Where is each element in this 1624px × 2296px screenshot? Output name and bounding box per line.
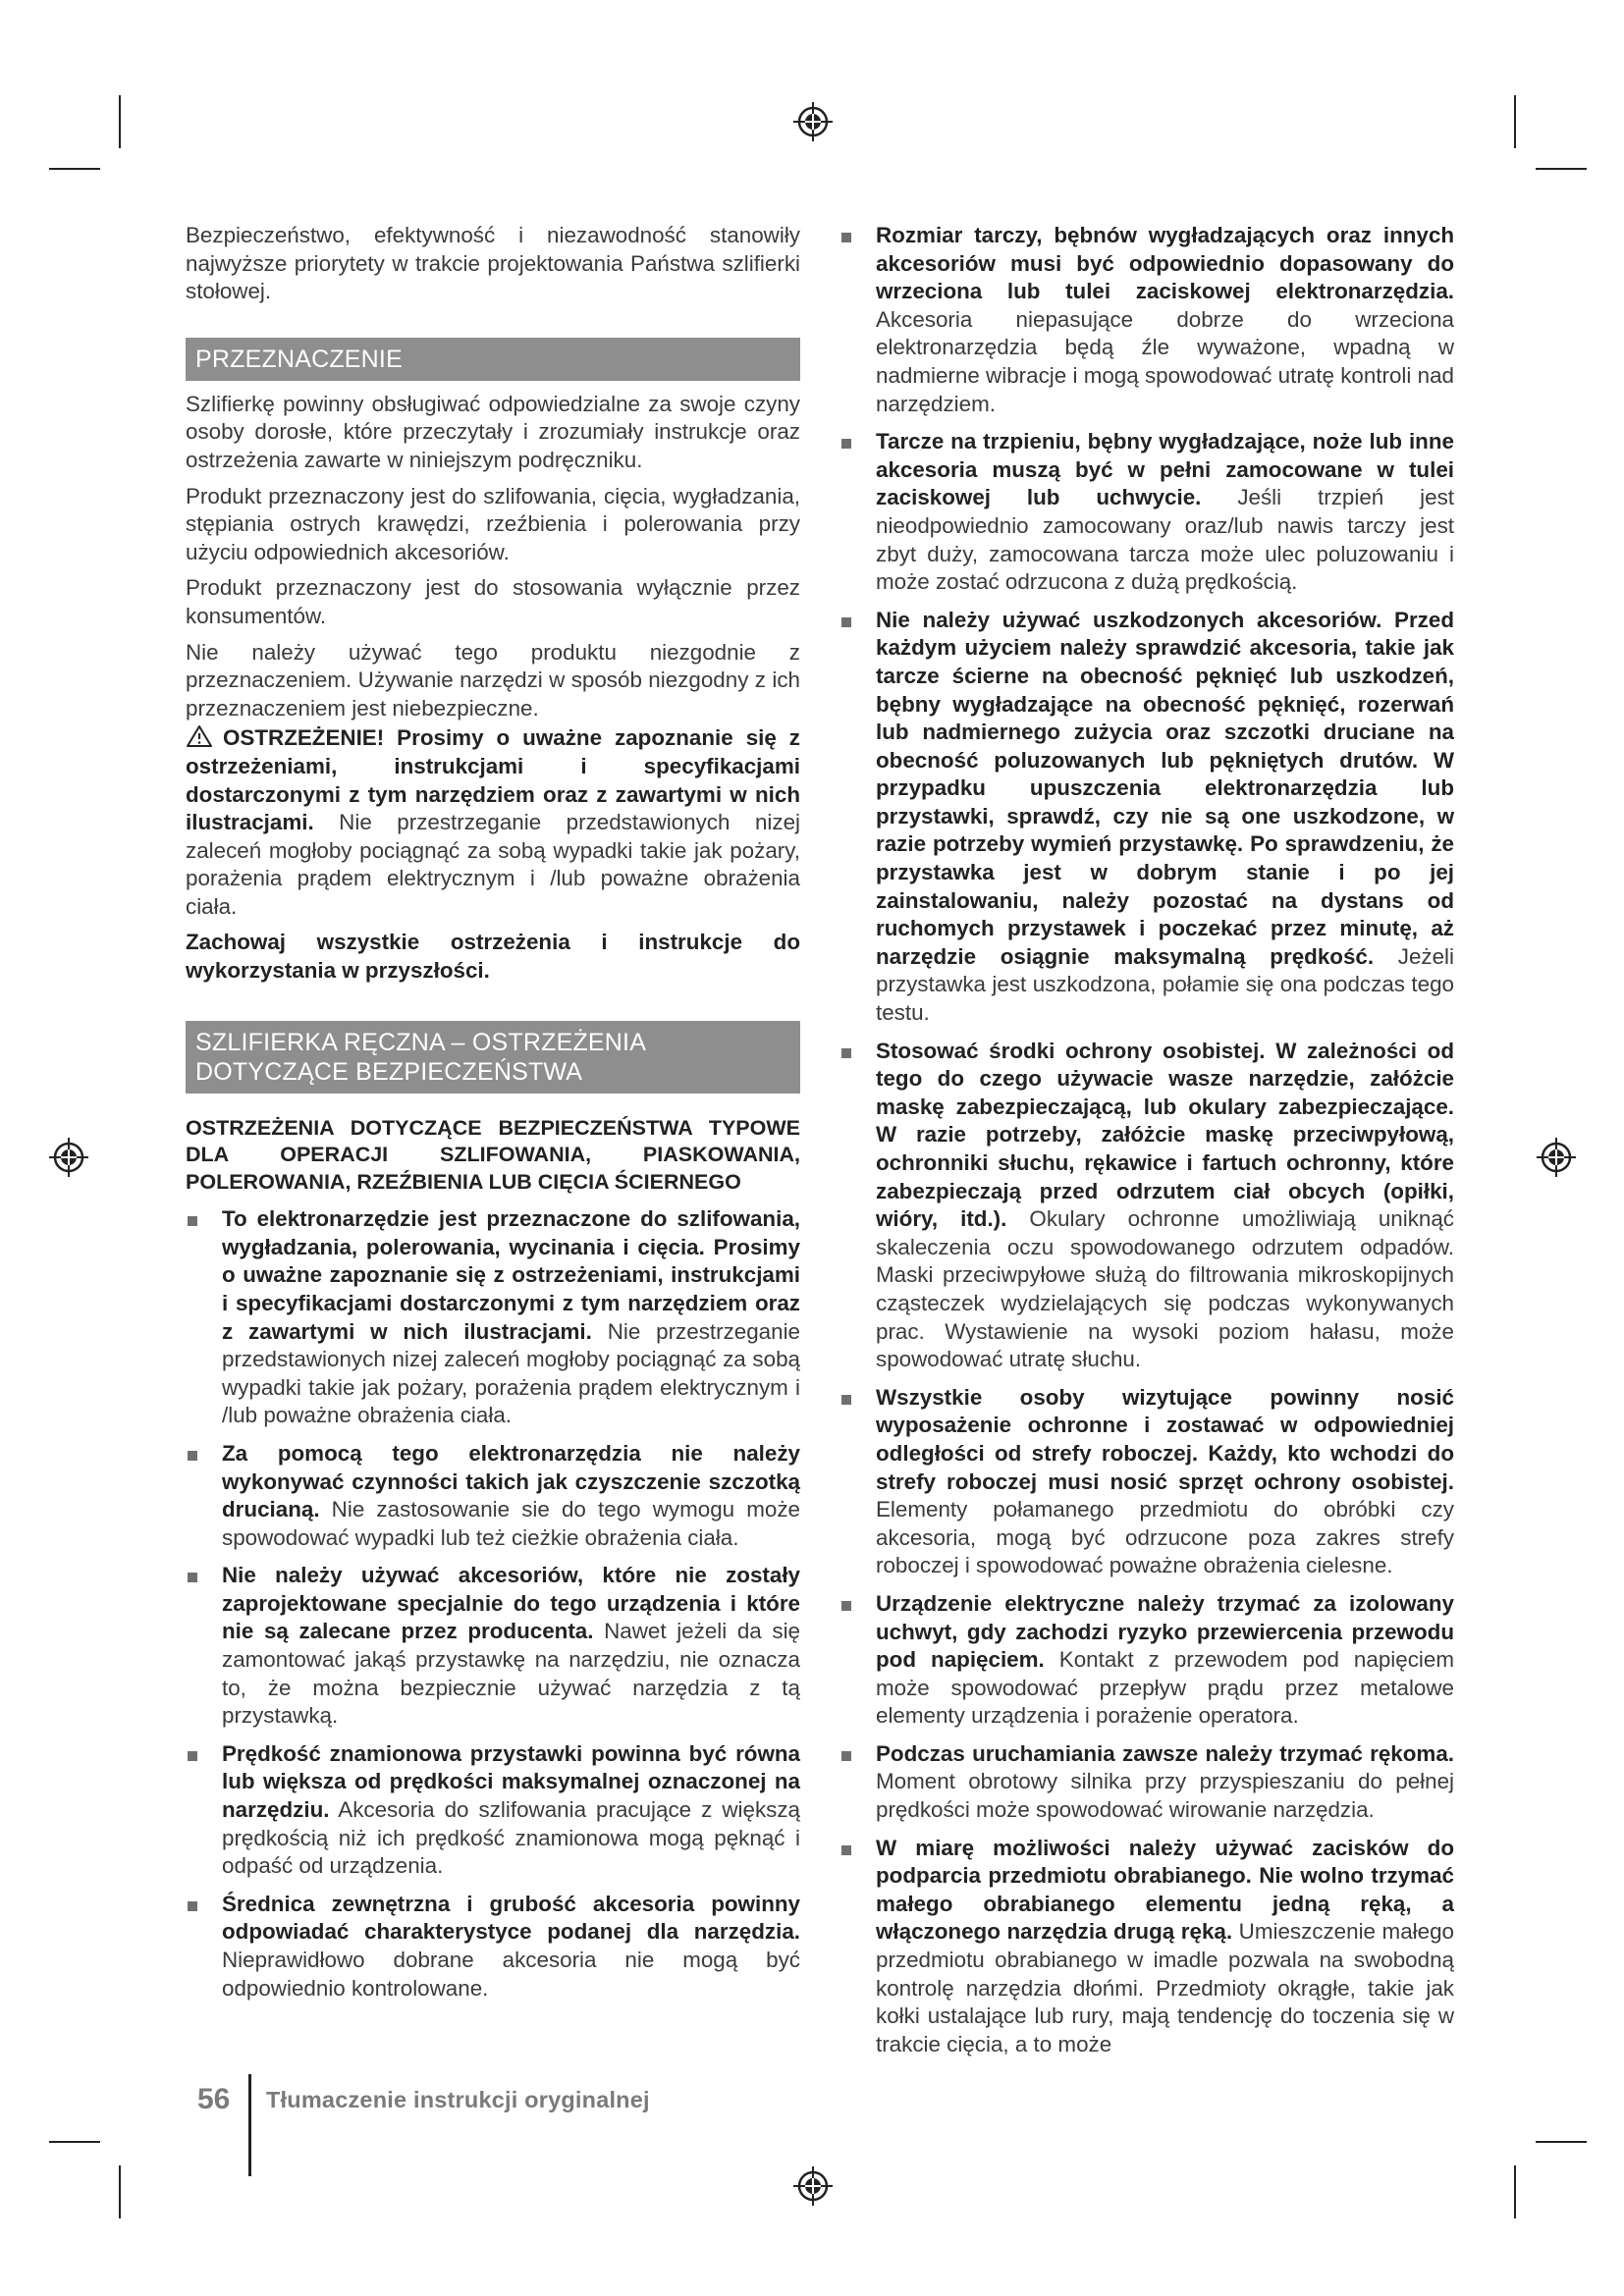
registration-mark-icon (791, 100, 835, 143)
warning-bold-text: OSTRZEŻENIE! Prosimy o uważne zapoznanie się z ostrzeżeniami, instrukcjami i specyfikacjami dostarczonymi z tym narzędziem oraz z zawartymi w nich ilustracjami. (186, 725, 800, 835)
item-bold-text: W miarę możliwości należy używać zacisków do podparcia przedmiotu obrabianego. Nie wolno trzymać małego obrabianego elementu jedną ręką, a włączonego narzędzia drugą ręką. (876, 1835, 1454, 1945)
list-item (839, 607, 1454, 1028)
bullet-square-icon (188, 1451, 197, 1461)
list-item (839, 428, 1454, 597)
bullet-square-icon (841, 1751, 851, 1761)
crop-mark (119, 2165, 121, 2218)
item-bold-text: To elektronarzędzie jest przeznaczone do szlifowania, wygładzania, polerowania, wycinania i cięcia. Prosimy o uważne zapoznanie się z ostrzeżeniami, instrukcjami i specyfikacjami dostarczonymi z tym narzędziem oraz z zawartymi w nich ilustracjami. (222, 1206, 800, 1344)
warning-text: Nie przestrzeganie przedstawionych nizej zaleceń mogłoby pociągnąć za sobą wypadki takie jak pożary, porażenia prądem elektrycznym i /lub poważne obrażenia ciała. (186, 810, 800, 919)
item-text: Akcesoria niepasujące dobrze do wrzeciona elektronarzędzia będą źle wyważone, wpadną w nadmierne wibracje i mogą spowodować utratę kontroli nad narzędziem. (876, 306, 1454, 416)
purpose-paragraph: Produkt przeznaczony jest do stosowania wyłącznie przez konsumentów. (186, 575, 800, 628)
bullet-square-icon (841, 1395, 851, 1405)
crop-mark (1514, 2165, 1516, 2218)
bullet-square-icon (841, 233, 851, 242)
crop-mark (1536, 168, 1587, 170)
bullet-square-icon (188, 1901, 197, 1911)
list-item (839, 1590, 1454, 1731)
item-text: Jeżeli przystawka jest uszkodzona, połamie się ona podczas tego testu. (876, 943, 1454, 1026)
item-text: Nawet jeżeli da się zamontować jakąś przystawkę na narzędziu, nie oznacza to, że można bezpiecznie używać narzędzia z tą przystawką. (222, 1619, 800, 1729)
item-bold-text: Rozmiar tarczy, bębnów wygładzających oraz innych akcesoriów musi być odpowiednio dopasowany do wrzeciona lub tulei zaciskowej elektronarzędzia. (876, 223, 1454, 304)
list-item (839, 1835, 1454, 2059)
safety-subheading: OSTRZEŻENIA DOTYCZĄCE BEZPIECZEŃSTWA TYPOWE DLA OPERACJI SZLIFOWANIA, PIASKOWANIA, POLEROWANIA, RZEŹBIENIA LUB CIĘCIA ŚCIERNEGO (186, 1115, 800, 1194)
crop-mark (1514, 95, 1516, 148)
warning-paragraph (186, 724, 800, 921)
item-bold-text: Tarcze na trzpieniu, bębny wygładzające, noże lub inne akcesoria muszą być w pełni zamocowane w tulei zaciskowej lub uchwycie. (876, 429, 1454, 510)
left-column (186, 222, 800, 2012)
list-item (839, 1384, 1454, 1580)
crop-mark (49, 2141, 100, 2143)
item-bold-text: Za pomocą tego elektronarzędzia nie należy wykonywać czynności takich jak czyszczenie szczotką drucianą. (222, 1440, 800, 1522)
list-item (839, 1038, 1454, 1374)
item-bold-text: Prędkość znamionowa przystawki powinna być równa lub większa od prędkości maksymalnej oznaczonej na narzędziu. (222, 1740, 800, 1823)
item-bold-text: Średnica zewnętrzna i grubość akcesoria powinny odpowiadać charakterystyce podanej dla narzędzia. (222, 1891, 800, 1945)
item-text: Elementy połamanego przedmiotu do obróbki czy akcesoria, mogą być odrzucone poza zakres strefy roboczej i spowodować poważne obrażenia cielesne. (876, 1497, 1454, 1578)
item-bold-text: Nie należy używać uszkodzonych akcesoriów. Przed każdym użyciem należy sprawdzić akcesoria, takie jak tarcze ścierne na obecność pęknięć lub uszkodzeń, bębny wygładzające na obecność pęknięć, rozerwań lub nadmiernego zużycia oraz szczotki druciane na obecność poluzowanych lub pękniętych drutów. W przypadku upuszczenia elektronarzędzia lub przystawki, sprawdź, czy nie są one uszkodzone, w razie potrzeby wymień przystawkę. Po sprawdzeniu, że przystawka jest w dobrym stanie i po jej zainstalowaniu, należy pozostać na dystans od ruchomych przystawek i poczekać przez minutę, aż narzędzie osiągnie maksymalną prędkość. (876, 607, 1454, 969)
list-item (839, 222, 1454, 418)
purpose-paragraph: Szlifierkę powinny obsługiwać odpowiedzialne za swoje czyny osoby dorosłe, które przeczytały i zrozumiały instrukcje oraz ostrzeżenia zawarte w niniejszym podręczniku. (186, 391, 800, 472)
section-heading-purpose: PRZEZNACZENIE (186, 338, 800, 381)
item-bold-text: Wszystkie osoby wizytujące powinny nosić wyposażenie ochronne i zostawać w odpowiedniej odległości od strefy roboczej. Każdy, kto wchodzi do strefy roboczej musi nosić sprzęt ochrony osobistej. (876, 1384, 1454, 1494)
footer-title: Tłumaczenie instrukcji oryginalnej (266, 2087, 650, 2112)
list-item (839, 1740, 1454, 1825)
item-text: Nie przestrzeganie przedstawionych nizej zaleceń mogłoby pociągnąć za sobą wypadki takie jak pożary, porażenia prądem elektrycznym i /lub poważne obrażenia ciała. (222, 1318, 800, 1428)
item-text: Akcesoria do szlifowania pracujące z większą prędkością niż ich prędkość znamionowa mogą pęknąć i odpaść od urządzenia. (222, 1797, 800, 1879)
list-item (186, 1205, 800, 1430)
crop-mark (119, 95, 121, 148)
bullet-square-icon (188, 1751, 197, 1761)
registration-mark-icon (1535, 1136, 1578, 1179)
registration-mark-icon (47, 1136, 90, 1179)
page-number: 56 (197, 2083, 231, 2115)
item-text: Umieszczenie małego przedmiotu obrabianego w imadle pozwala na swobodną kontrolę narzędzia dłońmi. Przedmioty okrągłe, takie jak kołki ustalające lub rury, mają tendencję do toczenia się w trakcie cięcia, a to może (876, 1919, 1454, 2056)
right-column (839, 222, 1454, 2068)
registration-mark-icon (791, 2164, 835, 2208)
bullet-square-icon (841, 439, 851, 449)
list-item (186, 1440, 800, 1552)
item-text: Okulary ochronne umożliwiają uniknąć skaleczenia oczu spowodowanego odrzutem odpadów. Maski przeciwpyłowe służą do filtrowania mikroskopijnych cząsteczek wydzielających się podczas wykonywanych prac. Wystawienie na wysoki poziom hałasu, może spowodować utratę słuchu. (876, 1206, 1455, 1372)
item-bold-text: Stosować środki ochrony osobistej. W zależności od tego do czego używacie wasze narzędzie, załóżcie maskę zabezpieczającą, lub okulary zabezpieczające. W razie potrzeby, załóżcie maskę przeciwpyłową, ochronniki słuchu, rękawice i fartuch ochronny, które zabezpieczają przed odrzutem ciał obcych (opiłki, wióry, itd.). (876, 1038, 1454, 1232)
bullet-square-icon (841, 617, 851, 627)
list-item (186, 1740, 800, 1881)
item-text: Moment obrotowy silnika przy przyspieszaniu do pełnej prędkości może spowodować wirowanie narzędzia. (876, 1769, 1454, 1823)
intro-paragraph: Bezpieczeństwo, efektywność i niezawodność stanowiły najwyższe priorytety w trakcie projektowania Państwa szlifierki stołowej. (186, 223, 800, 304)
item-text: Nieprawidłowo dobrane akcesoria nie mogą być odpowiednio kontrolowane. (222, 1948, 800, 2001)
item-bold-text: Nie należy używać akcesoriów, które nie zostały zaprojektowane specjalnie do tego urządzenia i które nie są zalecane przez producenta. (222, 1563, 800, 1644)
purpose-paragraph: Nie należy używać tego produktu niezgodnie z przeznaczeniem. Używanie narzędzi w sposób niezgodny z ich przeznaczeniem jest niebezpieczne. (186, 639, 800, 721)
item-bold-text: Urządzenie elektryczne należy trzymać za izolowany uchwyt, gdy zachodzi ryzyko przewiercenia przewodu pod napięciem. (876, 1590, 1454, 1673)
section-heading-safety: SZLIFIERKA RĘCZNA – OSTRZEŻENIA DOTYCZĄCE BEZPIECZEŃSTWA (186, 1021, 800, 1094)
item-text: Jeśli trzpień jest nieodpowiednio zamocowany oraz/lub nawis tarczy jest zbyt duży, zamocowana tarcza może ulec poluzowaniu i może zostać odrzucona z dużą prędkością. (876, 485, 1454, 595)
bullet-square-icon (841, 1048, 851, 1058)
purpose-paragraph: Produkt przeznaczony jest do szlifowania, cięcia, wygładzania, stępiania ostrych krawędzi, rzeźbienia i polerowania przy użyciu odpowiednich akcesoriów. (186, 483, 800, 564)
item-text: Nie zastosowanie sie do tego wymogu może spowodować wypadki lub też cieżkie obrażenia ciała. (222, 1497, 800, 1550)
bullet-square-icon (841, 1845, 851, 1855)
bullet-square-icon (841, 1601, 851, 1611)
list-item (186, 1562, 800, 1731)
keep-instructions-note: Zachowaj wszystkie ostrzeżenia i instrukcje do wykorzystania w przyszłości. (186, 930, 800, 984)
crop-mark (49, 168, 100, 170)
item-bold-text: Podczas uruchamiania zawsze należy trzymać rękoma. (876, 1740, 1454, 1766)
bullet-square-icon (188, 1216, 197, 1226)
footer-divider (248, 2074, 251, 2176)
list-item (186, 1891, 800, 2002)
warning-triangle-icon (186, 724, 213, 748)
crop-mark (1536, 2141, 1587, 2143)
bullet-square-icon (188, 1573, 197, 1582)
right-warning-list (839, 222, 1454, 2058)
item-text: Kontakt z przewodem pod napięciem może spowodować przepływ prądu przez metalowe elementy urządzenia i porażenie operatora. (876, 1647, 1454, 1729)
left-warning-list (186, 1205, 800, 2002)
